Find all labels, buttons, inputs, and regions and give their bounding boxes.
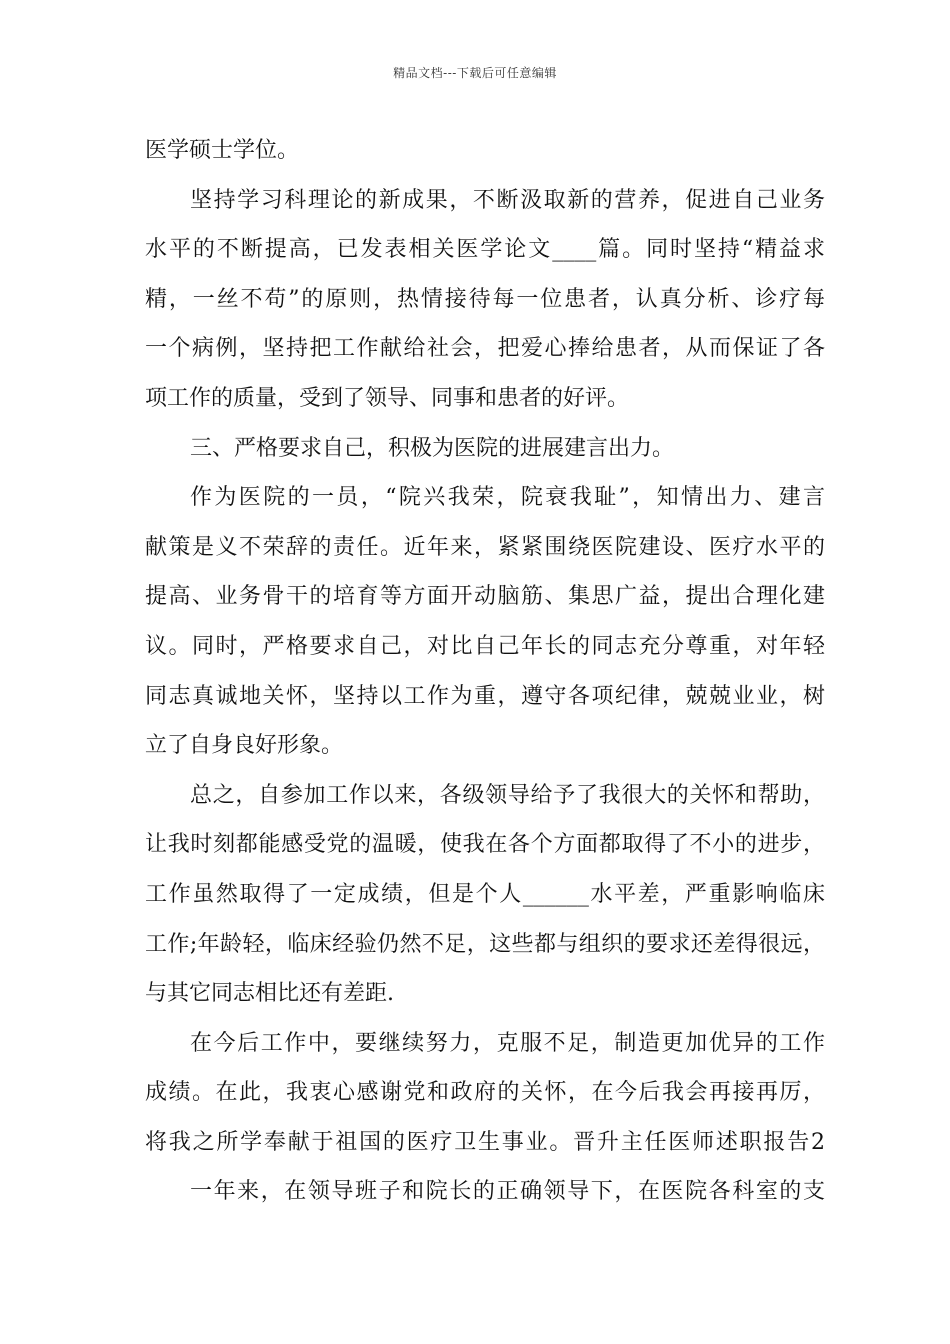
text-line: 工作虽然取得了一定成绩，但是个人______水平差，严重影响临床 (145, 881, 825, 907)
page-header: 精品文档---下载后可任意编辑 (393, 66, 557, 80)
text-line: 同志真诚地关怀，坚持以工作为重，遵守各项纪律，兢兢业业，树 (145, 683, 825, 709)
text-line: 总之，自参加工作以来，各级领导给予了我很大的关怀和帮助， (190, 782, 825, 808)
text-line: 坚持学习科理论的新成果，不断汲取新的营养，促进自己业务 (190, 187, 825, 213)
text-line: 与其它同志相比还有差距. (145, 981, 394, 1007)
text-line: 工作;年龄轻，临床经验仍然不足，这些都与组织的要求还差得很远， (145, 931, 825, 957)
text-line: 一个病例，坚持把工作献给社会，把爱心捧给患者，从而保证了各 (145, 336, 825, 362)
text-line: 议。同时，严格要求自己，对比自己年长的同志充分尊重，对年轻 (145, 633, 825, 659)
text-line: 提高、业务骨干的培育等方面开动脑筋、集思广益，提出合理化建 (145, 584, 825, 610)
text-line: 项工作的质量，受到了领导、同事和患者的好评。 (145, 385, 630, 411)
section-heading: 三、严格要求自己，积极为医院的进展建言出力。 (190, 435, 675, 461)
document-body (145, 126, 825, 1217)
text-line: 一年来，在领导班子和院长的正确领导下，在医院各科室的支 (190, 1179, 825, 1205)
text-line: 将我之所学奉献于祖国的医疗卫生事业。晋升主任医师述职报告2 (145, 1129, 825, 1155)
text-line: 作为医院的一员，“院兴我荣，院衰我耻”，知情出力、建言 (190, 485, 825, 511)
text-line: 医学硕士学位。 (145, 138, 300, 163)
text-line: 让我时刻都能感受党的温暖，使我在各个方面都取得了不小的进步， (145, 832, 825, 858)
text-line: 成绩。在此，我衷心感谢党和政府的关怀，在今后我会再接再厉， (145, 1080, 825, 1106)
text-line: 献策是义不荣辞的责任。近年来，紧紧围绕医院建设、医疗水平的 (145, 534, 825, 560)
text-line: 立了自身良好形象。 (145, 733, 344, 759)
text-line: 水平的不断提高，已发表相关医学论文____篇。同时坚持“精益求 (145, 237, 825, 263)
text-line: 在今后工作中，要继续努力，克服不足，制造更加优异的工作 (190, 1030, 825, 1056)
text-line: 精，一丝不苟”的原则，热情接待每一位患者，认真分析、诊疗每 (145, 286, 825, 312)
